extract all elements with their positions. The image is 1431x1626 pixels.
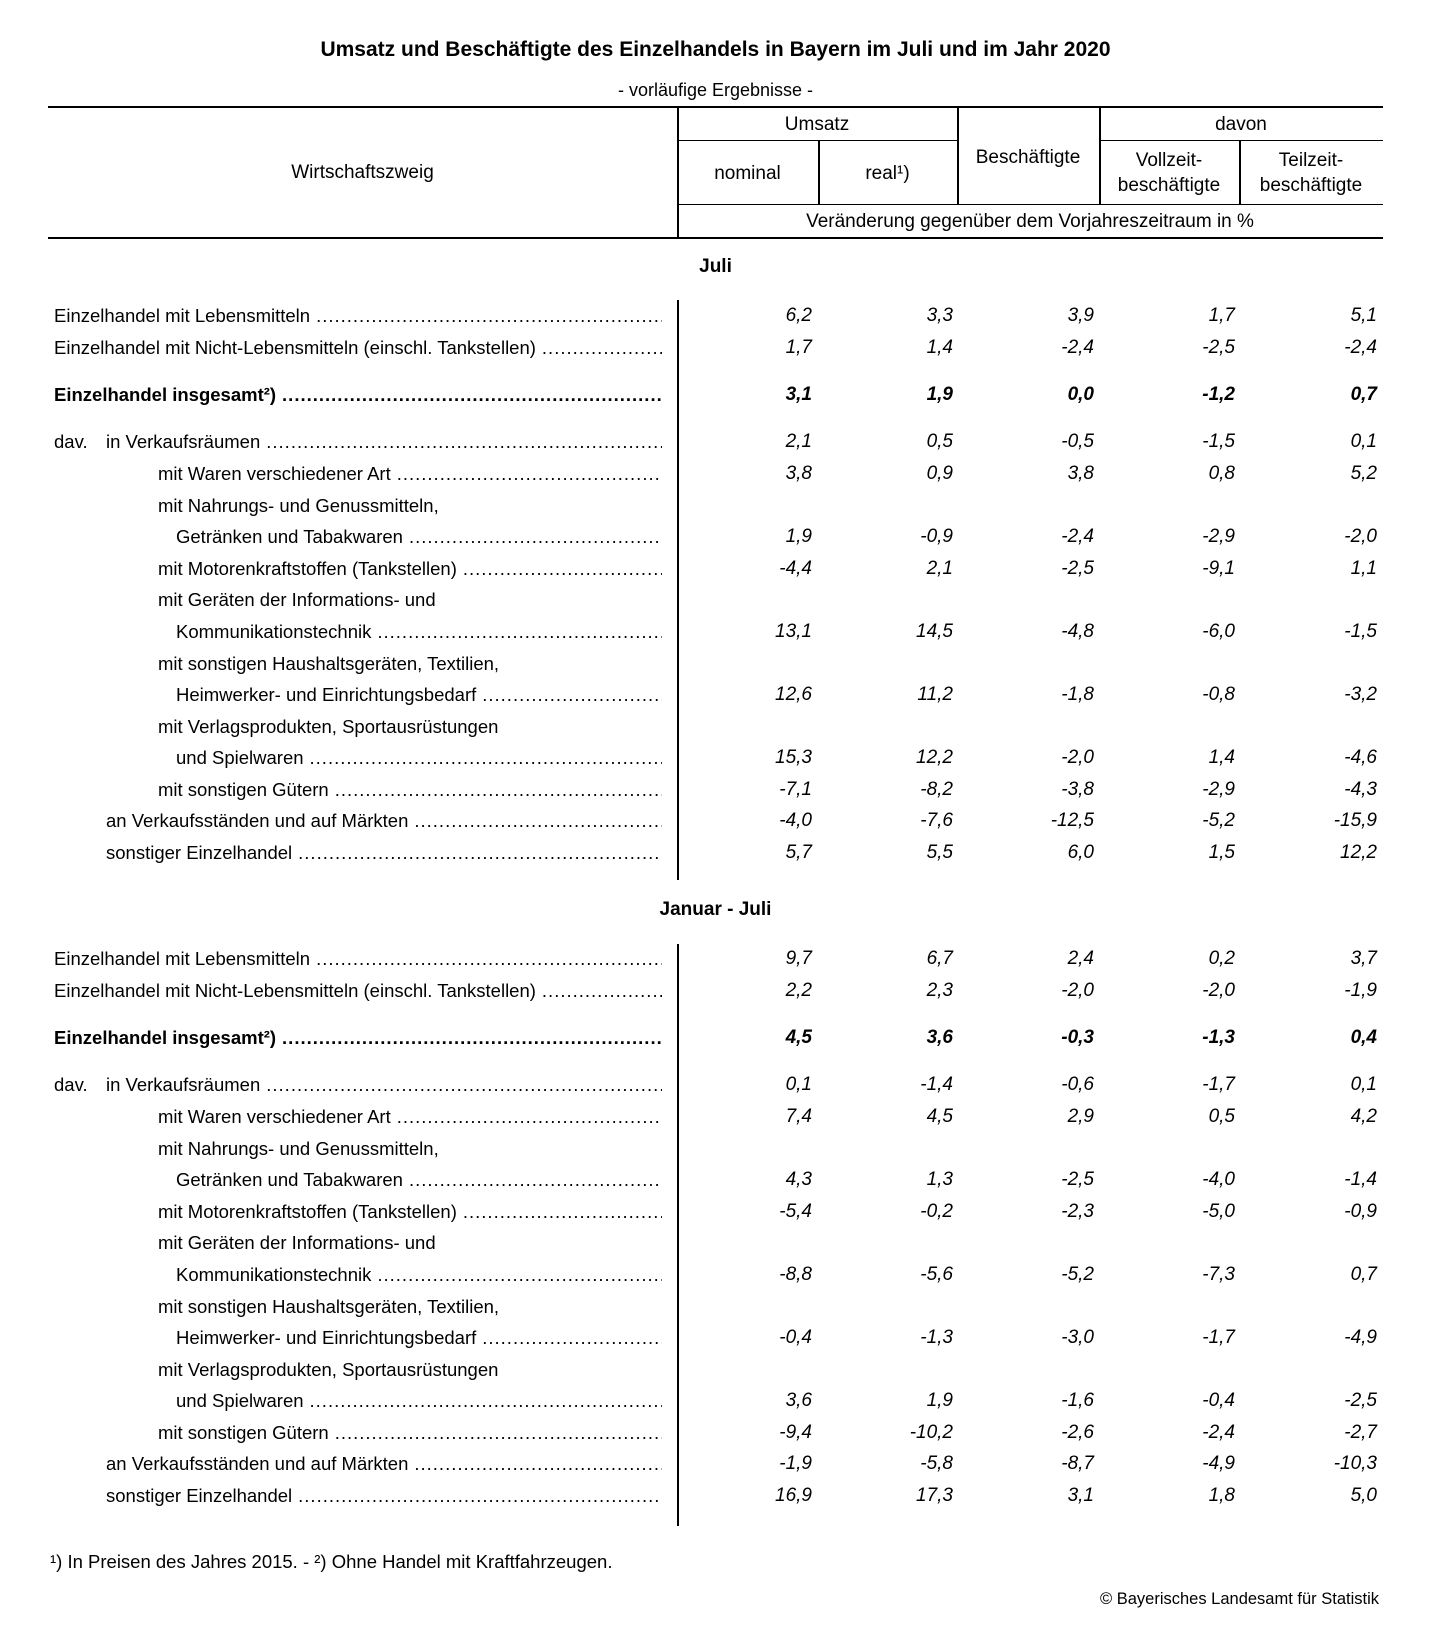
cell-value: -1,2	[1202, 384, 1235, 405]
row-label-text: Kommunikationstechnik	[176, 621, 372, 642]
row-label-text: Einzelhandel insgesamt²)	[54, 384, 277, 405]
row-label-text: mit sonstigen Gütern	[158, 779, 329, 800]
cell-value: 3,9	[1067, 305, 1094, 326]
dot-leader	[282, 1027, 662, 1049]
cell-value: 1,3	[926, 1169, 953, 1190]
cell-value: 7,4	[785, 1106, 812, 1127]
row-label-text: mit sonstigen Haushaltsgeräten, Textilien,	[158, 653, 500, 674]
header-vollzeit	[1099, 148, 1239, 198]
row-label	[176, 1327, 662, 1349]
cell-value: -4,4	[779, 558, 812, 579]
dot-leader	[409, 526, 662, 548]
cell-value: -5,6	[920, 1264, 953, 1285]
header-teilzeit	[1239, 148, 1383, 198]
cell-value: -2,9	[1202, 526, 1235, 547]
table-row	[0, 526, 1431, 554]
row-label	[158, 1232, 436, 1254]
table-row	[0, 1296, 1431, 1324]
row-label-text: Einzelhandel insgesamt²)	[54, 1027, 277, 1048]
cell-value: -0,9	[920, 526, 953, 547]
cell-value: 0,7	[1350, 1264, 1377, 1285]
cell-value: 14,5	[916, 621, 953, 642]
header-real: real¹)	[865, 163, 910, 184]
dot-leader	[463, 558, 662, 580]
cell-value: -2,4	[1344, 337, 1377, 358]
dot-leader	[542, 337, 662, 359]
table-row	[0, 842, 1431, 870]
cell-value: -4,9	[1344, 1327, 1377, 1348]
table-row	[0, 684, 1431, 712]
cell-value: -0,3	[1061, 1027, 1094, 1048]
cell-value: 1,4	[926, 337, 953, 358]
cell-value: 3,1	[785, 384, 812, 405]
cell-value: 6,2	[785, 305, 812, 326]
dot-leader	[266, 431, 662, 453]
cell-value: -0,2	[920, 1201, 953, 1222]
page-title: Umsatz und Beschäftigte des Einzelhandels in Bayern im Juli und im Jahr 2020	[320, 38, 1111, 61]
cell-value: 0,4	[1350, 1027, 1377, 1048]
cell-value: -2,4	[1061, 526, 1094, 547]
cell-value: 0,1	[1350, 431, 1377, 452]
header-vollzeit-line1: Vollzeit-	[1135, 150, 1203, 171]
row-label	[176, 1390, 662, 1412]
row-label-text: mit Waren verschiedener Art	[158, 463, 391, 484]
row-label-text: Einzelhandel mit Nicht-Lebensmitteln (einschl. Tankstellen)	[54, 980, 536, 1001]
table-row	[0, 980, 1431, 1008]
row-prefix: dav.	[54, 1074, 88, 1095]
row-label-text: mit Motorenkraftstoffen (Tankstellen)	[158, 558, 457, 579]
header-veraenderung: Veränderung gegenüber dem Vorjahreszeitraum in %	[806, 211, 1254, 232]
cell-value: 2,3	[926, 980, 953, 1001]
cell-value: -1,7	[1202, 1074, 1235, 1095]
dot-leader	[298, 1485, 662, 1507]
row-label	[158, 779, 662, 801]
row-label-text: mit Nahrungs- und Genussmitteln,	[158, 495, 439, 516]
cell-value: 3,8	[1067, 463, 1094, 484]
cell-value: 1,7	[1208, 305, 1235, 326]
cell-value: -9,1	[1202, 558, 1235, 579]
cell-value: 4,2	[1350, 1106, 1377, 1127]
table-row	[0, 1453, 1431, 1481]
cell-value: -3,8	[1061, 779, 1094, 800]
table-row	[0, 431, 1431, 459]
footnote: ¹) In Preisen des Jahres 2015. - ²) Ohne Handel mit Kraftfahrzeugen.	[50, 1551, 613, 1572]
header-vollzeit-line2: beschäftigte	[1117, 175, 1221, 196]
cell-value: 5,7	[785, 842, 812, 863]
cell-value: -5,2	[1202, 810, 1235, 831]
row-label	[158, 495, 439, 517]
row-label-text: Einzelhandel mit Lebensmitteln	[54, 948, 311, 969]
table-row	[0, 1264, 1431, 1292]
cell-value: -0,6	[1061, 1074, 1094, 1095]
row-label-text: Einzelhandel mit Lebensmitteln	[54, 305, 311, 326]
dot-leader	[463, 1201, 662, 1223]
cell-value: 0,5	[1208, 1106, 1235, 1127]
cell-value: -6,0	[1202, 621, 1235, 642]
row-label	[158, 653, 499, 675]
dot-leader	[482, 684, 662, 706]
cell-value: 1,9	[926, 1390, 953, 1411]
row-label-text: in Verkaufsräumen	[106, 1074, 261, 1095]
cell-value: -5,4	[779, 1201, 812, 1222]
cell-value: 2,9	[1067, 1106, 1094, 1127]
row-label	[106, 1453, 662, 1475]
cell-value: -8,8	[779, 1264, 812, 1285]
dot-leader	[298, 842, 662, 864]
dot-leader	[282, 384, 662, 406]
table-row	[0, 716, 1431, 744]
dot-leader	[542, 980, 662, 1002]
row-label	[54, 305, 662, 327]
dot-leader	[335, 779, 662, 801]
row-label	[54, 948, 662, 970]
row-label-text: sonstiger Einzelhandel	[106, 842, 293, 863]
row-label	[158, 1296, 499, 1318]
cell-value: 0,2	[1208, 948, 1235, 969]
row-label-text: und Spielwaren	[176, 747, 304, 768]
rule-header-mid-davon	[1099, 140, 1383, 141]
table-row	[0, 653, 1431, 681]
row-label	[106, 810, 662, 832]
cell-value: 17,3	[916, 1485, 953, 1506]
dot-leader	[397, 463, 662, 485]
cell-value: 5,2	[1350, 463, 1377, 484]
cell-value: -9,4	[779, 1422, 812, 1443]
cell-value: 0,0	[1067, 384, 1094, 405]
cell-value: 12,2	[916, 747, 953, 768]
row-label	[158, 558, 662, 580]
row-label	[106, 1074, 662, 1096]
table-row	[0, 621, 1431, 649]
cell-value: -2,0	[1061, 747, 1094, 768]
header-teilzeit-line1: Teilzeit-	[1278, 150, 1344, 171]
row-label-text: in Verkaufsräumen	[106, 431, 261, 452]
cell-value: -4,0	[1202, 1169, 1235, 1190]
cell-value: -4,8	[1061, 621, 1094, 642]
table-row	[0, 948, 1431, 976]
dot-leader	[482, 1327, 662, 1349]
cell-value: 1,5	[1208, 842, 1235, 863]
table-row	[0, 305, 1431, 333]
rule-header-lower	[677, 204, 1383, 205]
row-label	[158, 716, 498, 738]
cell-value: 6,0	[1067, 842, 1094, 863]
cell-value: 5,5	[926, 842, 953, 863]
cell-value: -1,6	[1061, 1390, 1094, 1411]
cell-value: 9,7	[785, 948, 812, 969]
cell-value: -1,3	[1202, 1027, 1235, 1048]
cell-value: -2,4	[1202, 1422, 1235, 1443]
cell-value: -1,3	[920, 1327, 953, 1348]
cell-value: -15,9	[1333, 810, 1377, 831]
cell-value: -4,3	[1344, 779, 1377, 800]
row-label	[176, 621, 662, 643]
cell-value: -1,9	[779, 1453, 812, 1474]
row-label-text: an Verkaufsständen und auf Märkten	[106, 1453, 409, 1474]
cell-value: 0,8	[1208, 463, 1235, 484]
cell-value: -5,2	[1061, 1264, 1094, 1285]
cell-value: 0,1	[1350, 1074, 1377, 1095]
cell-value: 4,5	[926, 1106, 953, 1127]
cell-value: 0,1	[785, 1074, 812, 1095]
table-row	[0, 1138, 1431, 1166]
table-row	[0, 463, 1431, 491]
dot-leader	[335, 1422, 662, 1444]
row-label	[158, 1422, 662, 1444]
table-row	[0, 1390, 1431, 1418]
cell-value: 6,7	[926, 948, 953, 969]
row-label	[158, 463, 662, 485]
cell-value: 1,1	[1350, 558, 1377, 579]
cell-value: 1,8	[1208, 1485, 1235, 1506]
cell-value: -3,0	[1061, 1327, 1094, 1348]
cell-value: -1,7	[1202, 1327, 1235, 1348]
table-row	[0, 558, 1431, 586]
row-label	[176, 1264, 662, 1286]
row-label-text: Getränken und Tabakwaren	[176, 1169, 403, 1190]
cell-value: -12,5	[1050, 810, 1094, 831]
cell-value: 3,3	[926, 305, 953, 326]
dot-leader	[377, 1264, 662, 1286]
cell-value: 5,1	[1350, 305, 1377, 326]
cell-value: -2,5	[1344, 1390, 1377, 1411]
row-label-text: Kommunikationstechnik	[176, 1264, 372, 1285]
cell-value: -5,0	[1202, 1201, 1235, 1222]
cell-value: -0,9	[1344, 1201, 1377, 1222]
row-label-text: sonstiger Einzelhandel	[106, 1485, 293, 1506]
cell-value: -2,0	[1344, 526, 1377, 547]
cell-value: -2,9	[1202, 779, 1235, 800]
cell-value: 1,9	[785, 526, 812, 547]
cell-value: -3,2	[1344, 684, 1377, 705]
cell-value: 0,7	[1350, 384, 1377, 405]
table-row	[0, 810, 1431, 838]
row-label	[176, 1169, 662, 1191]
cell-value: -2,5	[1061, 558, 1094, 579]
table-row	[0, 1422, 1431, 1450]
cell-value: -0,8	[1202, 684, 1235, 705]
dot-leader	[377, 621, 662, 643]
cell-value: 12,2	[1340, 842, 1377, 863]
cell-value: -2,6	[1061, 1422, 1094, 1443]
cell-value: 0,9	[926, 463, 953, 484]
row-label-text: mit Geräten der Informations- und	[158, 589, 436, 610]
cell-value: -1,8	[1061, 684, 1094, 705]
cell-value: 3,7	[1350, 948, 1377, 969]
table-row	[0, 1074, 1431, 1102]
section-title: Januar - Juli	[659, 899, 772, 920]
dot-leader	[414, 1453, 662, 1475]
cell-value: 2,2	[785, 980, 812, 1001]
rule-header-bottom	[48, 237, 1383, 239]
row-label	[54, 980, 662, 1002]
cell-value: 4,3	[785, 1169, 812, 1190]
table-row	[0, 1169, 1431, 1197]
cell-value: -7,3	[1202, 1264, 1235, 1285]
table-row	[0, 1232, 1431, 1260]
table-row	[0, 1106, 1431, 1134]
cell-value: -7,6	[920, 810, 953, 831]
cell-value: -0,5	[1061, 431, 1094, 452]
row-label-text: mit sonstigen Haushaltsgeräten, Textilien,	[158, 1296, 500, 1317]
cell-value: -10,3	[1333, 1453, 1377, 1474]
row-label	[158, 1138, 439, 1160]
row-label	[54, 384, 662, 406]
table-row	[0, 495, 1431, 523]
cell-value: -2,0	[1061, 980, 1094, 1001]
cell-value: 2,1	[785, 431, 812, 452]
table-row	[0, 1485, 1431, 1513]
table-row	[0, 1359, 1431, 1387]
cell-value: -1,4	[920, 1074, 953, 1095]
cell-value: 16,9	[775, 1485, 812, 1506]
cell-value: 1,4	[1208, 747, 1235, 768]
row-label-text: mit Verlagsprodukten, Sportausrüstungen	[158, 716, 499, 737]
cell-value: -8,2	[920, 779, 953, 800]
table-row	[0, 779, 1431, 807]
cell-value: 2,1	[926, 558, 953, 579]
cell-value: 0,5	[926, 431, 953, 452]
rule-header-mid	[677, 140, 957, 141]
table-row	[0, 589, 1431, 617]
cell-value: 1,7	[785, 337, 812, 358]
dot-leader	[409, 1169, 662, 1191]
row-label	[158, 589, 436, 611]
row-label-text: mit Verlagsprodukten, Sportausrüstungen	[158, 1359, 499, 1380]
cell-value: -5,8	[920, 1453, 953, 1474]
cell-value: -7,1	[779, 779, 812, 800]
row-label-text: mit sonstigen Gütern	[158, 1422, 329, 1443]
copyright: © Bayerisches Landesamt für Statistik	[1099, 1590, 1379, 1608]
table-row	[0, 1327, 1431, 1355]
header-davon: davon	[1215, 114, 1267, 135]
cell-value: 2,4	[1067, 948, 1094, 969]
row-label	[176, 684, 662, 706]
cell-value: -0,4	[1202, 1390, 1235, 1411]
row-label-text: mit Waren verschiedener Art	[158, 1106, 391, 1127]
dot-leader	[310, 747, 662, 769]
table-row	[0, 1027, 1431, 1055]
cell-value: -2,4	[1061, 337, 1094, 358]
row-label	[176, 526, 662, 548]
cell-value: 5,0	[1350, 1485, 1377, 1506]
cell-value: -1,4	[1344, 1169, 1377, 1190]
row-label	[54, 1027, 662, 1049]
cell-value: 15,3	[775, 747, 812, 768]
cell-value: -4,9	[1202, 1453, 1235, 1474]
cell-value: -10,2	[909, 1422, 953, 1443]
dot-leader	[414, 810, 662, 832]
row-label	[106, 431, 662, 453]
cell-value: -2,0	[1202, 980, 1235, 1001]
header-nominal: nominal	[714, 163, 781, 184]
cell-value: -4,6	[1344, 747, 1377, 768]
cell-value: -4,0	[779, 810, 812, 831]
cell-value: 11,2	[917, 684, 953, 705]
dot-leader	[316, 305, 662, 327]
row-label-text: Heimwerker- und Einrichtungsbedarf	[176, 684, 477, 705]
row-label	[106, 842, 662, 864]
header-teilzeit-line2: beschäftigte	[1259, 175, 1363, 196]
cell-value: 3,6	[785, 1390, 812, 1411]
row-label	[106, 1485, 662, 1507]
header-wirtschaftszweig: Wirtschaftszweig	[291, 162, 434, 183]
cell-value: -2,5	[1202, 337, 1235, 358]
row-label	[158, 1359, 498, 1381]
row-label-text: mit Nahrungs- und Genussmitteln,	[158, 1138, 439, 1159]
header-umsatz: Umsatz	[784, 114, 850, 135]
section-title: Juli	[699, 256, 732, 277]
cell-value: -1,5	[1202, 431, 1235, 452]
cell-value: 3,8	[785, 463, 812, 484]
row-label-text: mit Geräten der Informations- und	[158, 1232, 436, 1253]
cell-value: 12,6	[775, 684, 812, 705]
cell-value: -1,9	[1344, 980, 1377, 1001]
rule-top	[48, 106, 1383, 108]
page-subtitle: - vorläufige Ergebnisse -	[617, 80, 814, 100]
cell-value: -2,7	[1344, 1422, 1377, 1443]
cell-value: -2,5	[1061, 1169, 1094, 1190]
dot-leader	[266, 1074, 662, 1096]
table-row	[0, 1201, 1431, 1229]
header-beschaeftigte: Beschäftigte	[975, 147, 1081, 168]
dot-leader	[397, 1106, 662, 1128]
cell-value: 13,1	[775, 621, 812, 642]
cell-value: 4,5	[785, 1027, 812, 1048]
row-label	[176, 747, 662, 769]
row-label-text: Getränken und Tabakwaren	[176, 526, 403, 547]
dot-leader	[310, 1390, 662, 1412]
cell-value: -8,7	[1061, 1453, 1094, 1474]
row-label-text: Einzelhandel mit Nicht-Lebensmitteln (einschl. Tankstellen)	[54, 337, 536, 358]
cell-value: -2,3	[1061, 1201, 1094, 1222]
row-label-text: und Spielwaren	[176, 1390, 304, 1411]
cell-value: 1,9	[926, 384, 953, 405]
cell-value: -0,4	[779, 1327, 812, 1348]
row-label	[158, 1201, 662, 1223]
row-label-text: mit Motorenkraftstoffen (Tankstellen)	[158, 1201, 457, 1222]
cell-value: 3,1	[1067, 1485, 1094, 1506]
dot-leader	[316, 948, 662, 970]
row-label	[158, 1106, 662, 1128]
cell-value: 3,6	[926, 1027, 953, 1048]
row-label-text: Heimwerker- und Einrichtungsbedarf	[176, 1327, 477, 1348]
table-row	[0, 747, 1431, 775]
row-prefix: dav.	[54, 431, 88, 452]
table-row	[0, 384, 1431, 412]
row-label-text: an Verkaufsständen und auf Märkten	[106, 810, 409, 831]
row-label	[54, 337, 662, 359]
table-row	[0, 337, 1431, 365]
cell-value: -1,5	[1344, 621, 1377, 642]
